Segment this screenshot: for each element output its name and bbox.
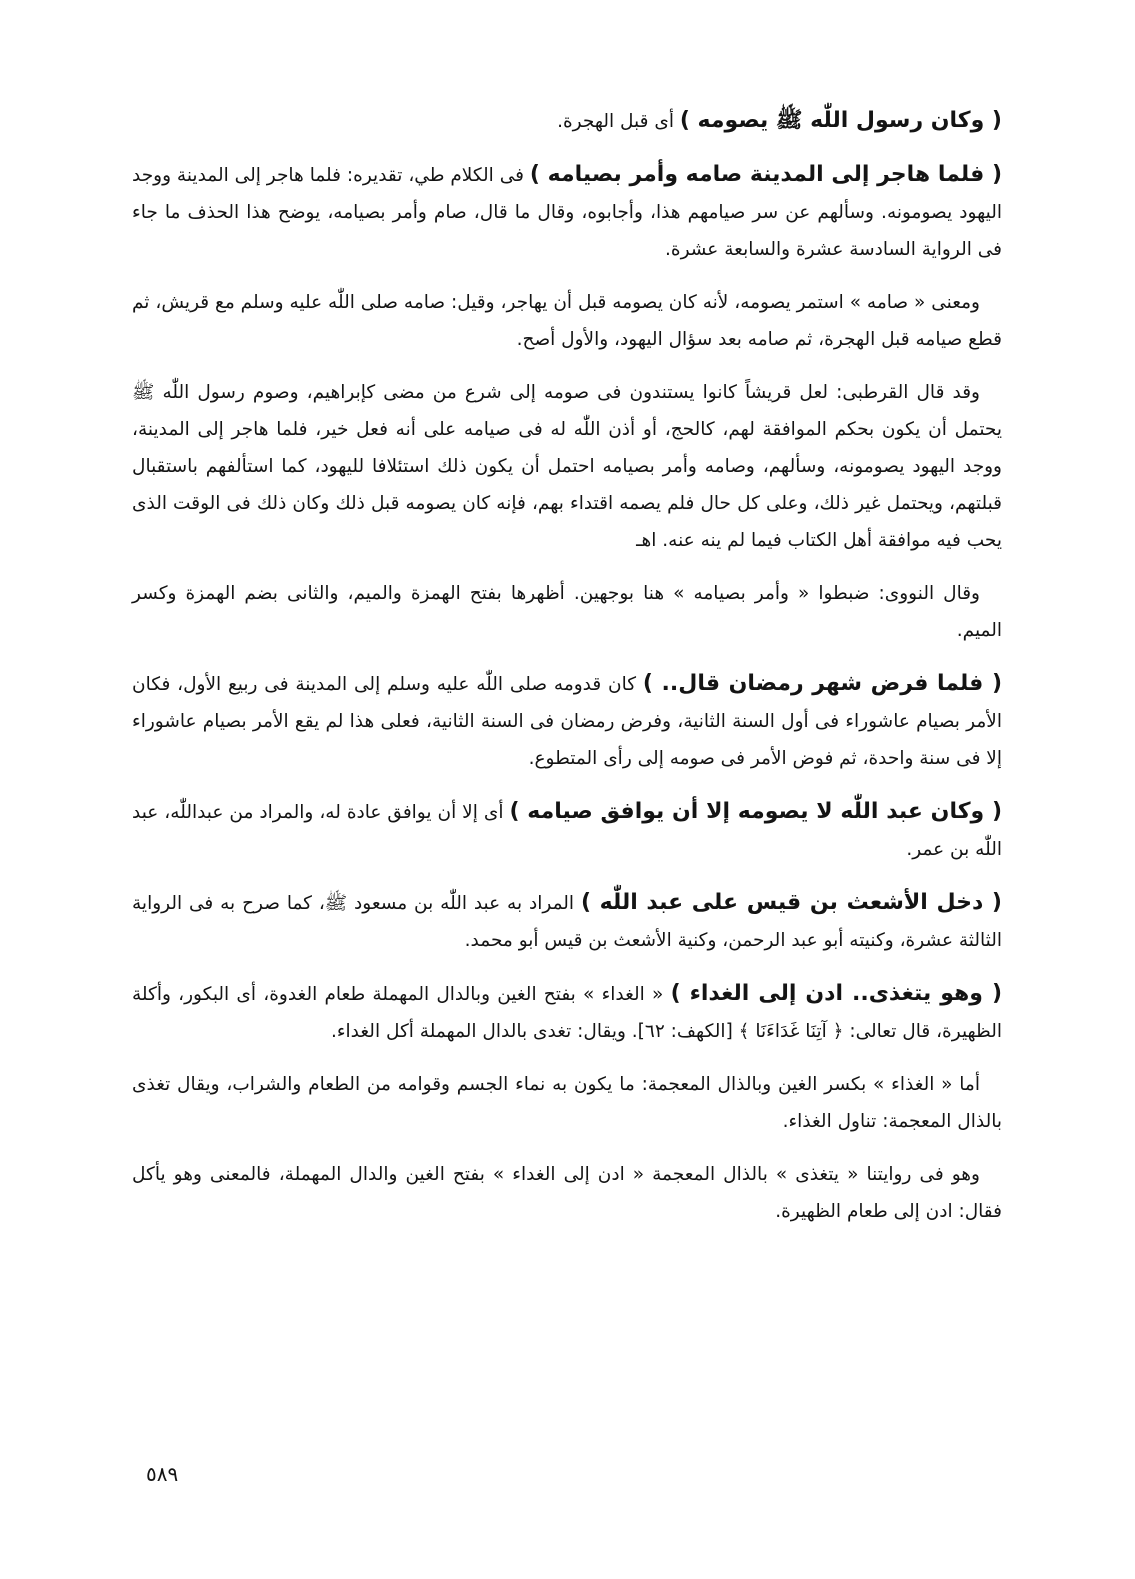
paragraph-1 xyxy=(132,102,1002,140)
paragraph-5 xyxy=(132,575,1002,649)
page-body xyxy=(132,102,1002,1246)
paragraph-8-heading: ( دخل الأشعث بن قيس على عبد اللّٰه ) xyxy=(580,890,1002,915)
paragraph-7-text: أى إلا أن يوافق عادة له، والمراد من عبداللّٰه، عبد اللّٰه بن عمر. xyxy=(132,802,1002,860)
paragraph-9-heading: ( وهو يتغذى.. ادن إلى الغداء ) xyxy=(670,981,1002,1006)
paragraph-3-text: ومعنى « صامه » استمر يصومه، لأنه كان يصومه قبل أن يهاجر، وقيل: صامه صلى اللّٰه عليه وسلم مع قريش، ثم قطع صيامه قبل الهجرة، ثم صامه بعد سؤال اليهود، والأول أصح. xyxy=(132,292,1002,350)
paragraph-4-text: وقد قال القرطبى: لعل قريشاً كانوا يستندون فى صومه إلى شرع من مضى كإبراهيم، وصوم رسول اللّٰه ﷺ يحتمل أن يكون بحكم الموافقة لهم، كالحج، أو أذن اللّٰه له فى صيامه على أنه فعل خير، فلما هاجر إلى المدينة، ووجد اليهود يصومونه، وسألهم، وصامه وأمر بصيامه احتمل أن يكون ذلك استئلافا لليهود، كما استألفهم باستقبال قبلتهم، ويحتمل غير ذلك، وعلى كل حال فلم يصمه اقتداء بهم، فإنه كان يصومه قبل ذلك وكان ذلك فى الوقت الذى يحب فيه موافقة أهل الكتاب فيما لم ينه عنه. اهـ xyxy=(132,382,1002,551)
paragraph-2-text: فى الكلام طي، تقديره: فلما هاجر إلى المدينة ووجد اليهود يصومونه. وسألهم عن سر صيامهم هذا، وأجابوه، وقال ما قال، صام وأمر بصيامه، يوضح هذا الحذف ما جاء فى الرواية السادسة عشرة والسابعة عشرة. xyxy=(132,165,1002,260)
paragraph-6 xyxy=(132,665,1002,777)
paragraph-4 xyxy=(132,374,1002,559)
paragraph-6-heading: ( فلما فرض شهر رمضان قال.. ) xyxy=(642,671,1002,696)
paragraph-10 xyxy=(132,1066,1002,1140)
paragraph-3 xyxy=(132,284,1002,358)
paragraph-9 xyxy=(132,975,1002,1050)
paragraph-5-text: وقال النووى: ضبطوا « وأمر بصيامه » هنا بوجهين. أظهرها بفتح الهمزة والميم، والثانى بضم الهمزة وكسر الميم. xyxy=(132,583,1002,641)
paragraph-1-heading: ( وكان رسول اللّٰه ﷺ يصومه ) xyxy=(679,108,1002,133)
paragraph-10-text: أما « الغذاء » بكسر الغين وبالذال المعجمة: ما يكون به نماء الجسم وقوامه من الطعام والشراب، ويقال تغذى بالذال المعجمة: تناول الغذاء. xyxy=(132,1074,1002,1132)
paragraph-8 xyxy=(132,884,1002,959)
paragraph-8-text: المراد به عبد اللّٰه بن مسعود ﷺ، كما صرح به فى الرواية الثالثة عشرة، وكنيته أبو عبد الرحمن، وكنية الأشعث بن قيس أبو محمد. xyxy=(132,893,1002,951)
paragraph-11 xyxy=(132,1156,1002,1230)
paragraph-2-heading: ( فلما هاجر إلى المدينة صامه وأمر بصيامه ) xyxy=(529,162,1002,187)
paragraph-9-text: « الغداء » بفتح الغين وبالدال المهملة طعام الغدوة، أى البكور، وأكلة الظهيرة، قال تعالى: ﴿ آتِنَا غَدَاءَنَا ﴾ [الكهف: ٦٢]. ويقال: تغدى بالدال المهملة أكل الغداء. xyxy=(132,984,1002,1042)
paragraph-7 xyxy=(132,793,1002,868)
paragraph-7-heading: ( وكان عبد اللّٰه لا يصومه إلا أن يوافق صيامه ) xyxy=(509,799,1002,824)
page-number: ٥٨٩ xyxy=(146,1462,179,1486)
paragraph-6-text: كان قدومه صلى اللّٰه عليه وسلم إلى المدينة فى ربيع الأول، فكان الأمر بصيام عاشوراء فى أول السنة الثانية، وفرض رمضان فى السنة الثانية، فعلى هذا لم يقع الأمر بصيام عاشوراء إلا فى سنة واحدة، ثم فوض الأمر فى صومه إلى رأى المتطوع. xyxy=(132,674,1002,769)
paragraph-1-text: أى قبل الهجرة. xyxy=(557,111,680,132)
paragraph-11-text: وهو فى روايتنا « يتغذى » بالذال المعجمة « ادن إلى الغداء » بفتح الغين والدال المهملة، فالمعنى وهو يأكل فقال: ادن إلى طعام الظهيرة. xyxy=(132,1164,1002,1222)
paragraph-2 xyxy=(132,156,1002,268)
